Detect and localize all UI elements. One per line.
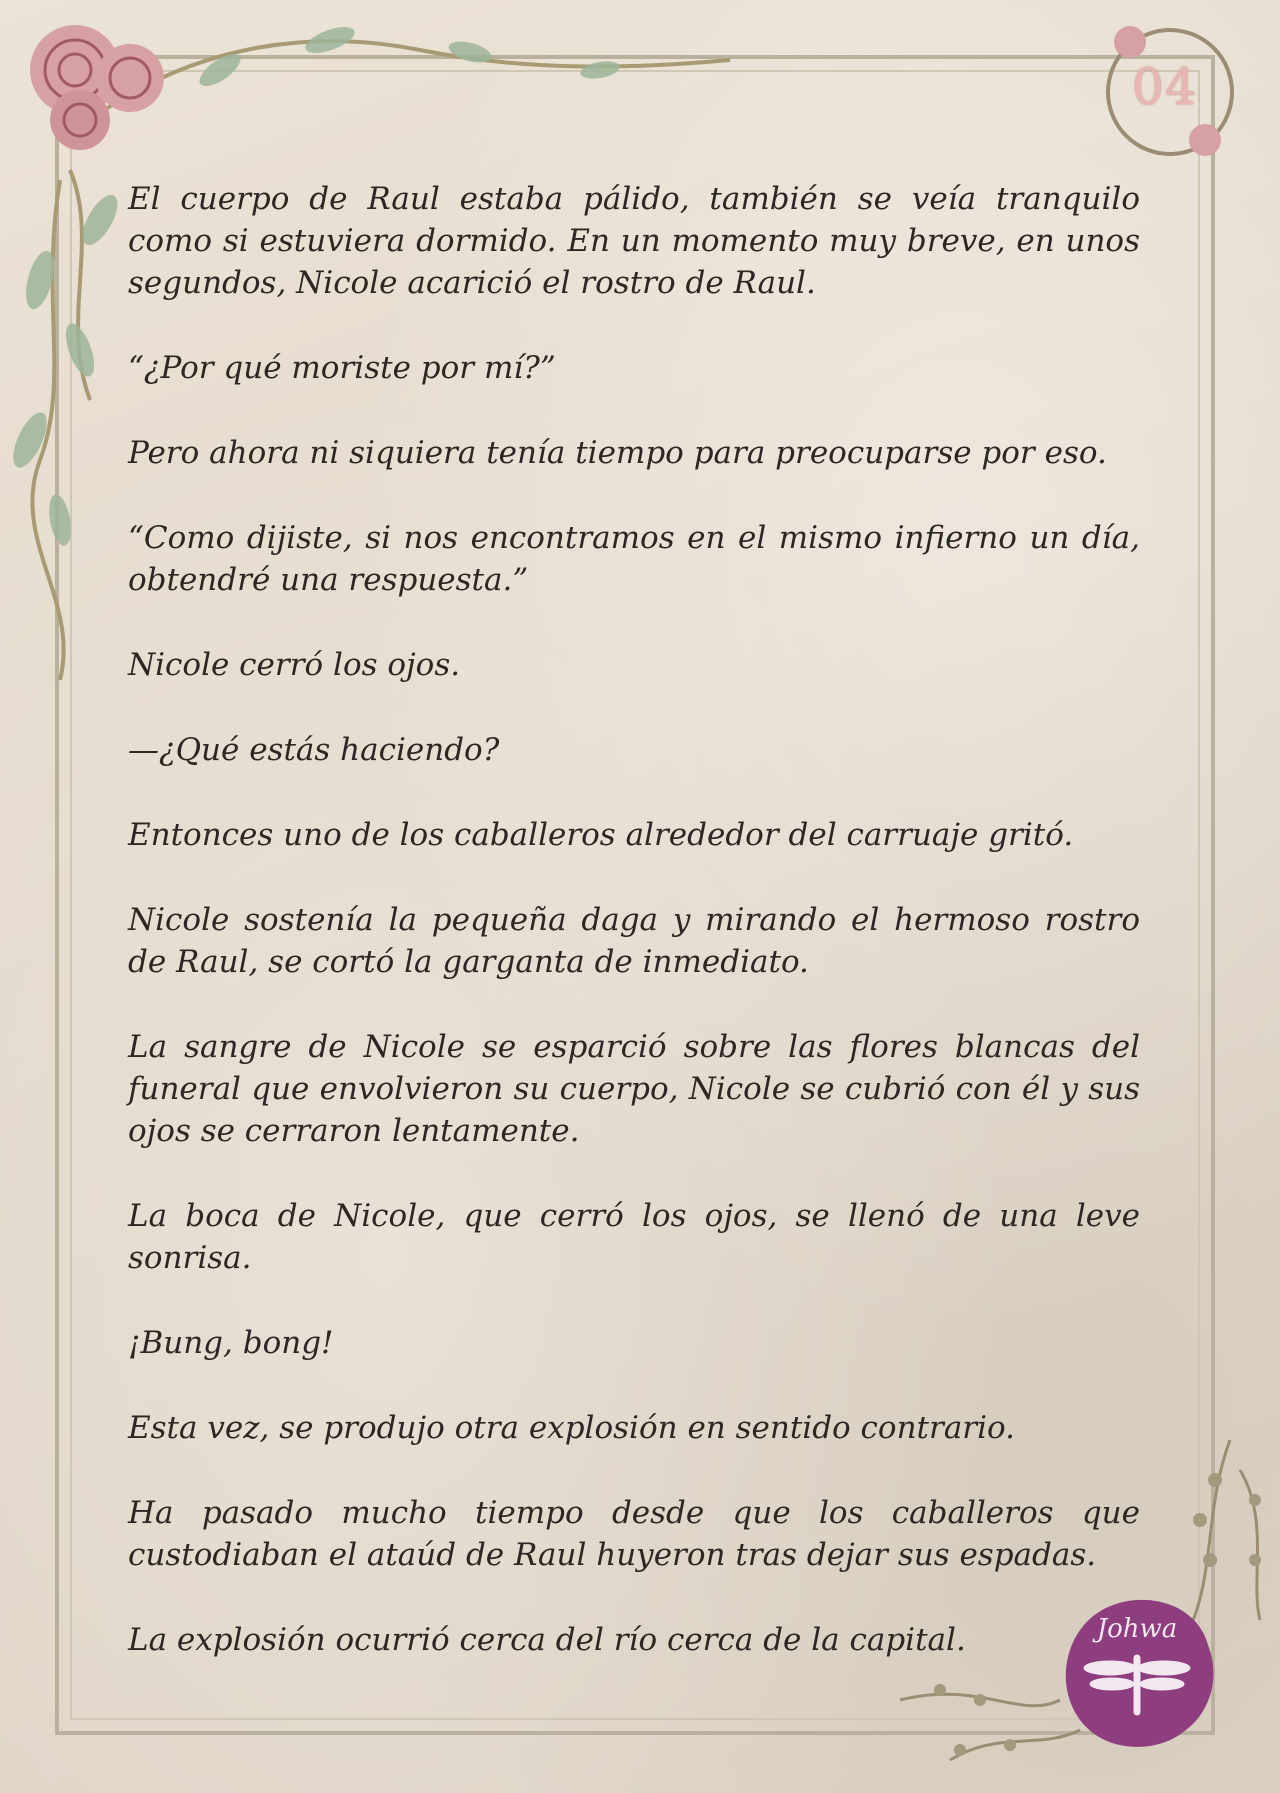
paragraph: Nicole cerró los ojos. [128, 647, 461, 683]
paragraph: Ha pasado mucho tiempo desde que los caballeros que custodiaban el ataúd de Raul huyeron tras dejar sus espadas. [128, 1495, 1140, 1573]
paragraph: Entonces uno de los caballeros alrededor del carruaje gritó. [128, 817, 1074, 853]
story-text [128, 178, 1140, 1704]
paragraph: La boca de Nicole, que cerró los ojos, se llenó de una leve sonrisa. [128, 1198, 1140, 1276]
paragraph: La explosión ocurrió cerca del río cerca de la capital. [128, 1622, 966, 1658]
paragraph: “¿Por qué moriste por mí?” [128, 350, 556, 386]
paragraph: La sangre de Nicole se esparció sobre las flores blancas del funeral que envolvieron su cuerpo, Nicole se cubrió con él y sus ojos se cerraron lentamente. [128, 1029, 1140, 1149]
rose-corner-icon [30, 25, 164, 150]
paragraph: “Como dijiste, si nos encontramos en el mismo infierno un día, obtendré una respuesta.” [128, 520, 1140, 598]
paragraph: El cuerpo de Raul estaba pálido, también se veía tranquilo como si estuviera dormido. En un momento muy breve, en unos segundos, Nicole acarició el rostro de Raul. [128, 181, 1140, 301]
paragraph: Esta vez, se produjo otra explosión en sentido contrario. [128, 1410, 1016, 1446]
paragraph: Nicole sostenía la pequeña daga y mirando el hermoso rostro de Raul, se cortó la garganta de inmediato. [128, 902, 1140, 980]
paragraph: ¡Bung, bong! [128, 1325, 334, 1361]
brand-name: Johwa [1096, 1614, 1178, 1644]
paragraph: —¿Qué estás haciendo? [128, 732, 500, 768]
page-number: 04 [1132, 58, 1198, 116]
paragraph: Pero ahora ni siquiera tenía tiempo para preocuparse por eso. [128, 435, 1107, 471]
